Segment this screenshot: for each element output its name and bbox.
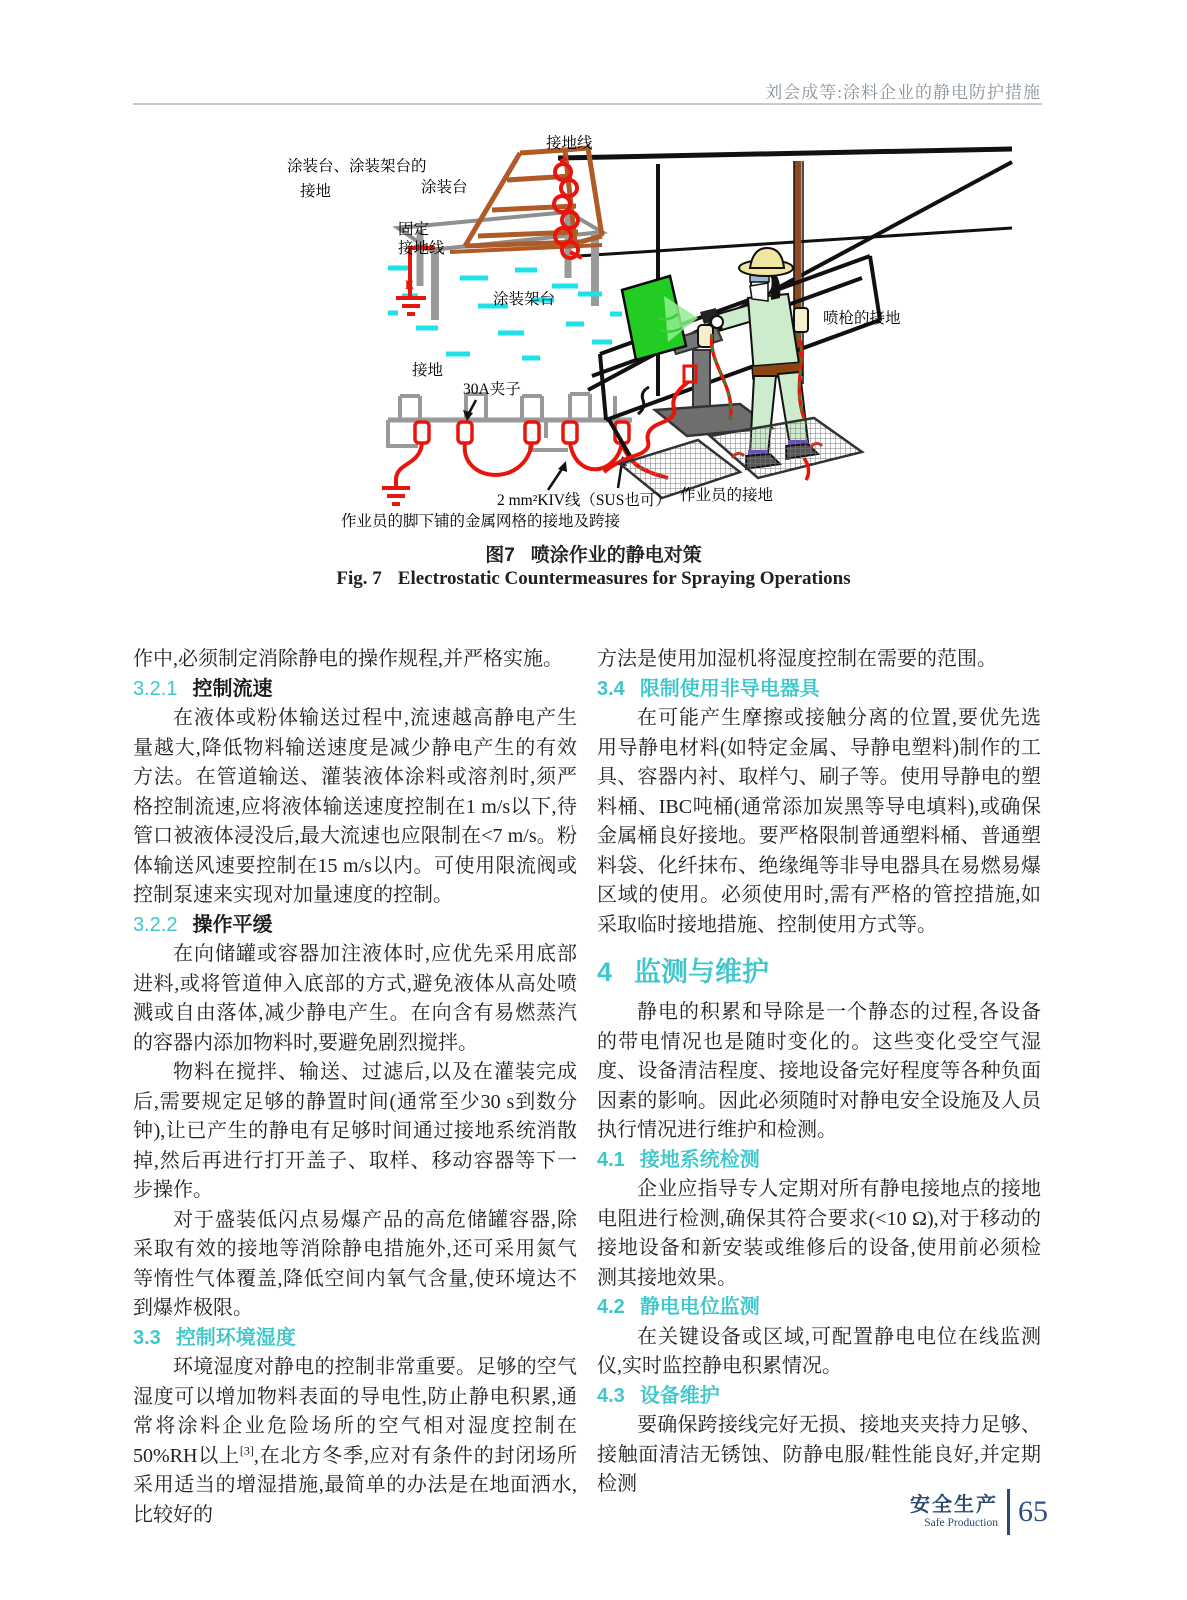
figure-caption-zh: 图7 喷涂作业的静电对策 — [485, 545, 702, 566]
paragraph: 要确保跨接线完好无损、接地夹夹持力足够、接触面清洁无锈蚀、防静电服/鞋性能良好,并定期检测 — [597, 1414, 1041, 1495]
label-coating-rack: 涂装架台 — [493, 291, 556, 308]
paragraph-continuation: 作中,必须制定消除静电的操作规程,并严格实施。 — [133, 648, 563, 670]
label-ground-wire: 接地线 — [546, 135, 593, 152]
paragraph: 物料在搅拌、输送、过滤后,以及在灌装完成后,需要规定足够的静置时间(通常至少30 s到数分钟),让已产生的静电有足够时间通过接地系统消散掉,然后再进行打开盖子、取样、移动容器等下一步操作。 — [133, 1061, 577, 1201]
paragraph: 在可能产生摩擦或接触分离的位置,要优先选用导静电材料(如特定金属、导静电塑料)制作的工具、容器内衬、取样勺、刷子等。使用导静电的塑料桶、IBC吨桶(通常添加炭黑等导电填料),或确保金属桶良好接地。要严格限制普通塑料桶、普通塑料袋、化纤抹布、绝缘绳等非导电器具在易燃易爆区域的使用。必须使用时,需有严格的管控措施,如采取临时接地措施、控制使用方式等。 — [597, 707, 1041, 936]
paragraph: 在向储罐或容器加注液体时,应优先采用底部进料,或将管道伸入底部的方式,避免液体从高处喷溅或自由落体,减少静电产生。在向含有易燃蒸汽的容器内添加物料时,要避免剧烈搅拌。 — [133, 943, 577, 1054]
page-footer — [910, 1489, 1048, 1535]
heading-3-4: 3.4 限制使用非导电器具 — [597, 677, 820, 700]
page-number: 65 — [1018, 1495, 1048, 1528]
heading-4-1: 4.1 接地系统检测 — [597, 1148, 760, 1171]
label-coating-platform: 涂装台 — [421, 179, 468, 196]
label-fixed-1: 固定 — [398, 221, 430, 238]
label-30a-clamp: 30A夹子 — [463, 381, 521, 398]
spraying-operation-diagram — [270, 128, 1015, 540]
metal-mesh-floor — [620, 418, 862, 498]
coating-platform-rack — [450, 148, 602, 252]
heading-3-3: 3.3 控制环境湿度 — [133, 1326, 296, 1349]
label-platform-grounding-2: 接地 — [300, 183, 332, 200]
right-column — [597, 645, 1041, 1500]
paragraph: 环境湿度对静电的控制非常重要。足够的空气湿度可以增加物料表面的导电性,防止静电积累,通常将涂料企业危险场所的空气相对湿度控制在50%RH以上[3],在北方冬季,应对有条件的封闭场所采用适当的增湿措施,最简单的办法是在地面洒水,比较好的 — [133, 1356, 577, 1526]
journal-name: 安全生产 Safe Production — [910, 1494, 998, 1529]
footer-divider — [1007, 1489, 1010, 1535]
label-kiv-wire: 2 mm²KIV线（SUS也可） — [497, 492, 671, 509]
paragraph: 对于盛装低闪点易爆产品的高危储罐容器,除采取有效的接地等消除静电措施外,还可采用氮气等惰性气体覆盖,降低空间内氧气含量,使环境达不到爆炸极限。 — [133, 1208, 577, 1319]
paragraph: 静电的积累和导除是一个静态的过程,各设备的带电情况也是随时变化的。这些变化受空气湿度、设备清洁程度、接地设备完好程度等各种负面因素的影响。因此必须随时对静电安全设施及人员执行情况进行维护和检测。 — [597, 1001, 1041, 1141]
label-earth-mark: E — [405, 277, 414, 292]
paragraph: 在关键设备或区域,可配置静电电位在线监测仪,实时监控静电积累情况。 — [597, 1325, 1041, 1377]
header-rule — [133, 103, 1042, 105]
label-grounding: 接地 — [412, 362, 444, 379]
heading-4-3: 4.3 设备维护 — [597, 1384, 720, 1407]
label-platform-grounding-1: 涂装台、涂装架台的 — [287, 158, 427, 175]
paragraph: 在液体或粉体输送过程中,流速越高静电产生量越大,降低物料输送速度是减少静电产生的有效方法。在管道输送、灌装液体涂料或溶剂时,须严格控制流速,应将液体输送速度控制在1 m/s以下,待管口被液体浸没后,最大流速也应限制在<7 m/s。粉体输送风速要控制在15 m/s以内。可使用限流阀或控制泵速来实现对加量速度的控制。 — [133, 707, 577, 906]
heading-3-2-1: 3.2.1 控制流速 — [133, 677, 273, 700]
left-column — [133, 645, 577, 1530]
paragraph: 企业应指导专人定期对所有静电接地点的接地电阻进行检测,确保其符合要求(<10 Ω),对于移动的接地设备和新安装或维修后的设备,使用前必须检测其接地效果。 — [597, 1178, 1041, 1289]
heading-3-2-2: 3.2.2 操作平缓 — [133, 913, 273, 936]
label-floor-mesh-grounding: 作业员的脚下铺的金属网格的接地及跨接 — [341, 513, 621, 530]
label-fixed-2: 接地线 — [398, 240, 445, 257]
running-title: 刘会成等:涂料企业的静电防护措施 — [765, 83, 1041, 102]
reference-3: [3] — [239, 1442, 254, 1457]
clamps-30a — [415, 422, 629, 443]
figure-caption-en: Fig. 7 Electrostatic Countermeasures for Spraying Operations — [336, 568, 851, 589]
paragraph-continuation: 方法是使用加湿机将湿度控制在需要的范围。 — [597, 648, 997, 670]
label-spray-gun-grounding: 喷枪的接地 — [823, 310, 901, 327]
heading-4-2: 4.2 静电电位监测 — [597, 1296, 760, 1318]
heading-4: 4 监测与维护 — [597, 957, 770, 987]
label-worker-grounding: 作业员的接地 — [680, 487, 774, 504]
